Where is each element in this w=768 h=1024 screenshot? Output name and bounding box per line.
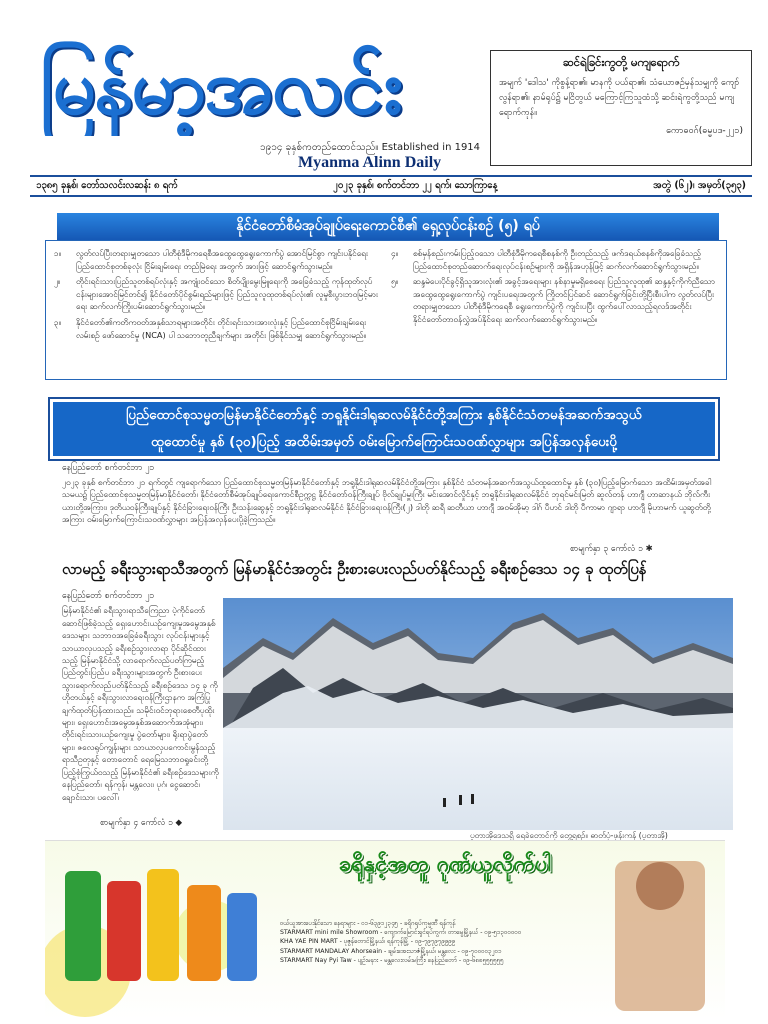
- ad-title: ခရိုနှင့်အတူ ဂုဏ်ယူလိုက်ပါ: [338, 852, 552, 877]
- ad-store-line: STARMART MANDALAY Ahorseain - ချမ်းအေးသာဇံမြို့နယ်၊ မန္တလေး - ၀၉-၇၀၀၀၀၃၂၀၁: [280, 947, 502, 955]
- objectives-box: [45, 240, 727, 380]
- advertisement[interactable]: [45, 840, 725, 1020]
- article-byline: နေပြည်တော် စက်တင်ဘာ ၂၁: [62, 463, 155, 473]
- quote-body: အမျက် 'ဒေါသ' ကိုစွန့်ရာ၏၊ မာနကို ပယ်ရာ၏၊ သံယောဇဉ်မှန်သမျှကို ကျော်လွန်ရာ၏၊ နာမ်ရုပ်၌ မငြိတွယ် မကြောင့်ကြသူထံသို့ ဆင်းရဲကွတို့သည် မကျရောက်ကုန်။: [499, 78, 740, 118]
- ad-store-line: ဝယ်ယူအားပေးနိုင်သော နေရာများ - ၀၁-၆၃၉၁၂၃၄၅ - ခရိုဂရုပ်ကုမ္ပဏီ ရန်ကုန်: [280, 920, 456, 927]
- objective-text: စစ်မှန်စည်းကမ်းပြည့်ဝသော ပါတီစုံဒီမိုကရေစီစနစ်ကို ဦးတည်သည့် ဖက်ဒရယ်စနစ်ကိုအခြေခံသည့် ပြည်ထောင်စုတည်ဆောက်ရေးလုပ်ငန်းစဉ်များကို အရှိန်အဟုန်ဖြင့် ဆက်လက်ဆောင်ရွက်သွားမည်။: [413, 248, 702, 271]
- headline-line-2: ထူထောင်မှု နှစ် (၃၀)ပြည့် အထိမ်းအမှတ် ဝမ်းမြောက်ကြောင်းသဝဏ်လွှာများ အပြန်အလှန်ပေးပို့: [150, 434, 618, 450]
- drink-can-icon: [107, 881, 141, 981]
- objective-number: ၅။: [391, 276, 399, 287]
- objectives-left-column: [54, 247, 381, 373]
- dhammapada-quote-box: [490, 50, 752, 166]
- objectives-banner: နိုင်ငံတော်စီမံအုပ်ချုပ်ရေးကောင်စီ၏ ရှေ့လုပ်ငန်းစဉ် (၅) ရပ်: [57, 213, 719, 240]
- objective-point: [391, 247, 718, 272]
- objective-text: နိုင်ငံတော်၏ကတိကဝတ်အနှစ်သာရများအတိုင်း တိုင်းရင်းသားအားလုံးနှင့် ပြည်ထောင်စုငြိမ်းချမ်းရေးလမ်းစဉ် ဖော်ဆောင်မှု (NCA) ပါ သဘောတူညီချက်များ အတိုင်း ဖြစ်နိုင်သမျှ ဆောင်ရွက်သွားမည်။: [76, 316, 367, 340]
- headline-line-1: ပြည်ထောင်စုသမ္မတမြန်မာနိုင်ငံတော်နှင့် ဘရူနိုင်းဒါရုဆလမ်နိုင်ငံတို့အကြား နှစ်နိုင်ငံသံတမန်အဆက်အသွယ်: [126, 407, 642, 423]
- objective-text: လွတ်လပ်ပြီးတရားမျှတသော ပါတီစုံဒီမိုကရေစီအထွေထွေရွေးကောက်ပွဲ အောင်မြင်စွာ ကျင်းပနိုင်ရေး ပြည်ထောင်စုတစ်ခုလုံး ငြိမ်းချမ်းရေး တည်မြဲရေး အတွက် အားဖြင့် ဆောင်ရွက်သွားမည်။: [76, 248, 368, 271]
- diplomatic-article: [62, 462, 720, 525]
- objective-point: [54, 275, 381, 313]
- snow-mountain-photo: [223, 598, 733, 830]
- mountain-landscape-image: [223, 598, 733, 830]
- gregorian-date: ၂၀၂၃ ခုနှစ်၊ စက်တင်ဘာ ၂၂ ရက်၊ သောကြာနေ့: [333, 180, 498, 191]
- tourism-headline[interactable]: လာမည့် ခရီးသွားရာသီအတွက် မြန်မာနိုင်ငံအတွင်း ဦးစားပေးလည်ပတ်နိုင်သည့် ခရီးစဉ်ဒေသ ၁၄ ခု ထုတ်ပြန်: [62, 560, 647, 578]
- ad-store-list: [280, 919, 610, 965]
- article-body: ၂၀၂၃ ခုနှစ် စက်တင်ဘာ ၂၁ ရက်တွင် ကျရောက်သော ပြည်ထောင်စုသမ္မတမြန်မာနိုင်ငံတော်နှင့် ဘရူနိုင်းဒါရုဆလမ်နိုင်ငံတို့အကြား နှစ်နိုင်ငံ သံတမန်အဆက်အသွယ်ထူထောင်မှု နှစ် (၃၀)ပြည့်မြောက်သော အထိမ်းအမှတ်အခါသမယ၌ ပြည်ထောင်စုသမ္မတမြန်မာနိုင်ငံတော်၊ နိုင်ငံတော်စီမံအုပ်ချုပ်ရေးကောင်စီဥက္ကဋ္ဌ နိုင်ငံတော်ဝန်ကြီးချုပ် ဗိုလ်ချုပ်မှူးကြီး မင်းအောင်လှိုင်နှင့် ဘရူနိုင်းဒါရုဆလမ်နိုင်ငံ ဘုရင်မင်းမြတ် ဆူလ်တန် ဟာဂျီ ဟာဆာနယ် ဘိုလ်ကီးယားတို့အကြား၊ ဒုတိယဝန်ကြီးချုပ်နှင့် နိုင်ငံခြားရေးဝန်ကြီး ဦးသန်းဆွေနှင့် ဘရူနိုင်းဒါရုဆလမ်နိုင်ငံ နိုင်ငံခြားရေးဝန်ကြီး(၂) ဒါတို ဆရီ ဆတီယာ ဟာဂျီ အဝမ်အိုမာ့ ဒါဂ် ပီဟင် ဒါတို ပီကာမာ ဂျာရာ ဟာဂျီ မိုဟာမက် ယူဆွတ်တို့အကြား ဝမ်းမြောက်ကြောင်းသဝဏ်လွှာများ အပြန်အလှန်ပေးပို့ခဲ့ကြသည်။: [62, 477, 712, 524]
- english-name: Myanma Alinn Daily: [298, 154, 442, 171]
- newspaper-logo: မြန်မာ့အလင်း: [40, 42, 401, 131]
- objective-text: တိုင်းရင်းသားပြည်သူတစ်ရပ်လုံးနှင့် အကျုံးဝင်သော စိတ်ပျိုးမွေးမြူရေးကို အခြေခံသည့် ကုန်ထုတ်လုပ်ငန်းများအောင်မြင်တင်၍ နိုင်ငံတော်ပိုင်စွမ်းရည်များဖြင့် ပြည်သူလူထုတစ်ရပ်လုံး၏ လူမှုစီးပွားဘဝမြင့်မားရေး ဆက်လက်ကြိုးပမ်းဆောင်ရွက်သွားမည်။: [76, 276, 378, 312]
- objective-text: ဆန္ဒမဲပေးပိုင်ခွင့်ရှိသူအားလုံး၏ အခွင့်အရေးများ နစ်နာမှုမရှိစေရေး ပြည်သူလူထု၏ ဆန္ဒနှင့်ကိုက်ညီသော အထွေထွေရွေးကောက်ပွဲ ကျင်းပရေးအတွက် ကြိုတင်ပြင်ဆင် ဆောင်ရွက်ခြင်းတို့ပြီးစီးပါက လွတ်လပ်ပြီး တရားမျှတသော ပါတီစုံဒီမိုကရေစီ ရွေးကောက်ပွဲကို ကျင်းပပြီး ထွက်ပေါ်လာသည့်ရလဒ်အတိုင်း နိုင်ငံတော်တာဝန်လွှဲအပ်နိုင်ရေး ဆက်လက်ဆောင်ရွက်သွားမည်။: [413, 276, 716, 324]
- drink-can-icon: [65, 871, 101, 981]
- objective-number: ၄။: [391, 248, 399, 258]
- diplomatic-headline[interactable]: [48, 397, 720, 461]
- ad-store-line: KHA YAE PIN MART - ပုဇွန်တောင်မြို့နယ်၊ ရန်ကုန်မြို့ - ၀၉-၇၉၇၉၇၉၉၉၉: [280, 938, 456, 946]
- objective-point: [54, 247, 381, 272]
- drink-can-icon: [227, 893, 257, 981]
- objectives-right-column: [391, 247, 718, 373]
- ad-store-line: STARMART mini mile Showroom - ကျောက်မြောင်းရှင်ရပ်ကွက်၊ တာမွေမြို့နယ် - ၀၉-၅၁၃၀၀၀၀၀: [280, 929, 522, 937]
- quote-source: ကောဓဝဂ်(ဓမ္မပဒ-၂၂၁): [666, 126, 743, 136]
- photo-caption: ပူတာအိုဒေသရှိ ရေခဲတောင်ကို တွေ့ရစဉ်။ ဓာတ်ပုံ-ဖုန်းကန် (ပူတာအို): [470, 831, 668, 840]
- tourism-article: [62, 590, 220, 822]
- established-line: ၁၉၁၄ ခုနှစ်ကတည်ထောင်သည်။ Established in 1914: [260, 142, 481, 153]
- masthead: [30, 38, 500, 171]
- quote-title: ဆင်ရဲခြင်းကွတို့ မကျရောက်: [562, 55, 680, 69]
- objective-number: ၂။: [54, 276, 61, 287]
- objective-number: ၁။: [54, 248, 62, 258]
- tourism-byline: နေပြည်တော် စက်တင်ဘာ ၂၁: [62, 591, 155, 601]
- objective-point: [391, 275, 718, 325]
- lunar-date: ၁၃၈၅ ခုနှစ်၊ တော်သလင်းလဆန်း ၈ ရက်: [36, 180, 178, 191]
- continued-note[interactable]: စာမျက်နှာ ၃ ကော်လံ ၁ ✱: [570, 544, 653, 554]
- juice-bottle-icon: [147, 869, 179, 981]
- tourism-continued-note[interactable]: စာမျက်နှာ ၄ ကော်လံ ၁ ◆: [100, 818, 182, 828]
- objective-number: ၃။: [54, 316, 62, 327]
- juice-bottle-icon: [187, 885, 221, 981]
- tourism-body: မြန်မာနိုင်ငံ၏ ခရီးသွားရာသီကြေညာ ပဲ့ကိုင်တော်ဆောင်ဖြစ်ခဲ့သည့် ရှေးဟောင်းယဉ်ကျေးမှုအမွေအနှစ်ဒေသများ သဘာဝအခြေခံခရီးသွား လုပ်ငန်းများနှင့် သာယာလှပသည့် ခရီးစဉ်သွားလာရာ ပိုင်ဆိုင်ထားသည့် မြန်မာနိုင်ငံသို့ လာရောက်လည်ပတ်ကြမည့် ပြည်တွင်းပြည်ပ ခရီးသွားများအတွက် ဦးစားပေးသွားရောက်လည်ပတ်နိုင်သည့် ခရီးစဉ်ဒေသ ၁၄ ခု ကို ဟိုတယ်နှင့် ခရီးသွားလာရေးဝန်ကြီးဌာနက အကြံပြုချက်ထုတ်ပြန်ထားသည်။ သမိုင်းဝင်ဘုရားစေတီပုထိုးများ၊ ရှေးဟောင်းအမွေအနှစ်အဆောက်အအုံများ၊ တိုင်းရင်းသားယဉ်ကျေးမှု ပွဲတော်များ၊ ရိုးရာပွဲတော်များ၊ ဇလေရုပ်ကျွန်းများ သာယာလှပကောင်းမွန်သည့် ရာသီဥတုနှင့် တောတောင် ရေမြေသဘာဝရှုခင်းတို့ ပြည့်စုံကြွယ်ဝသည့် မြန်မာနိုင်ငံ၏ ခရီးစဉ်ဒေသများကို နေပြည်တော်၊ ရန်ကုန်၊ မန္တလေး၊ ပုဂံ၊ ငွေဆောင်၊ ချောင်းသာ၊ ပလေါ်၊: [62, 605, 219, 802]
- date-bar: [30, 175, 752, 197]
- objective-point: [54, 316, 381, 341]
- issue-number: အတွဲ (၆၂)၊ အမှတ်(၃၅၃): [653, 180, 746, 191]
- ad-store-line: STARMART Nay Pyi Taw - ပျဉ်းမနား - မန္တလေးလမ်းမကြီး၊ နေပြည်တော် - ၀၉-၆၈၈၅၅၅၅၅၅: [280, 956, 504, 964]
